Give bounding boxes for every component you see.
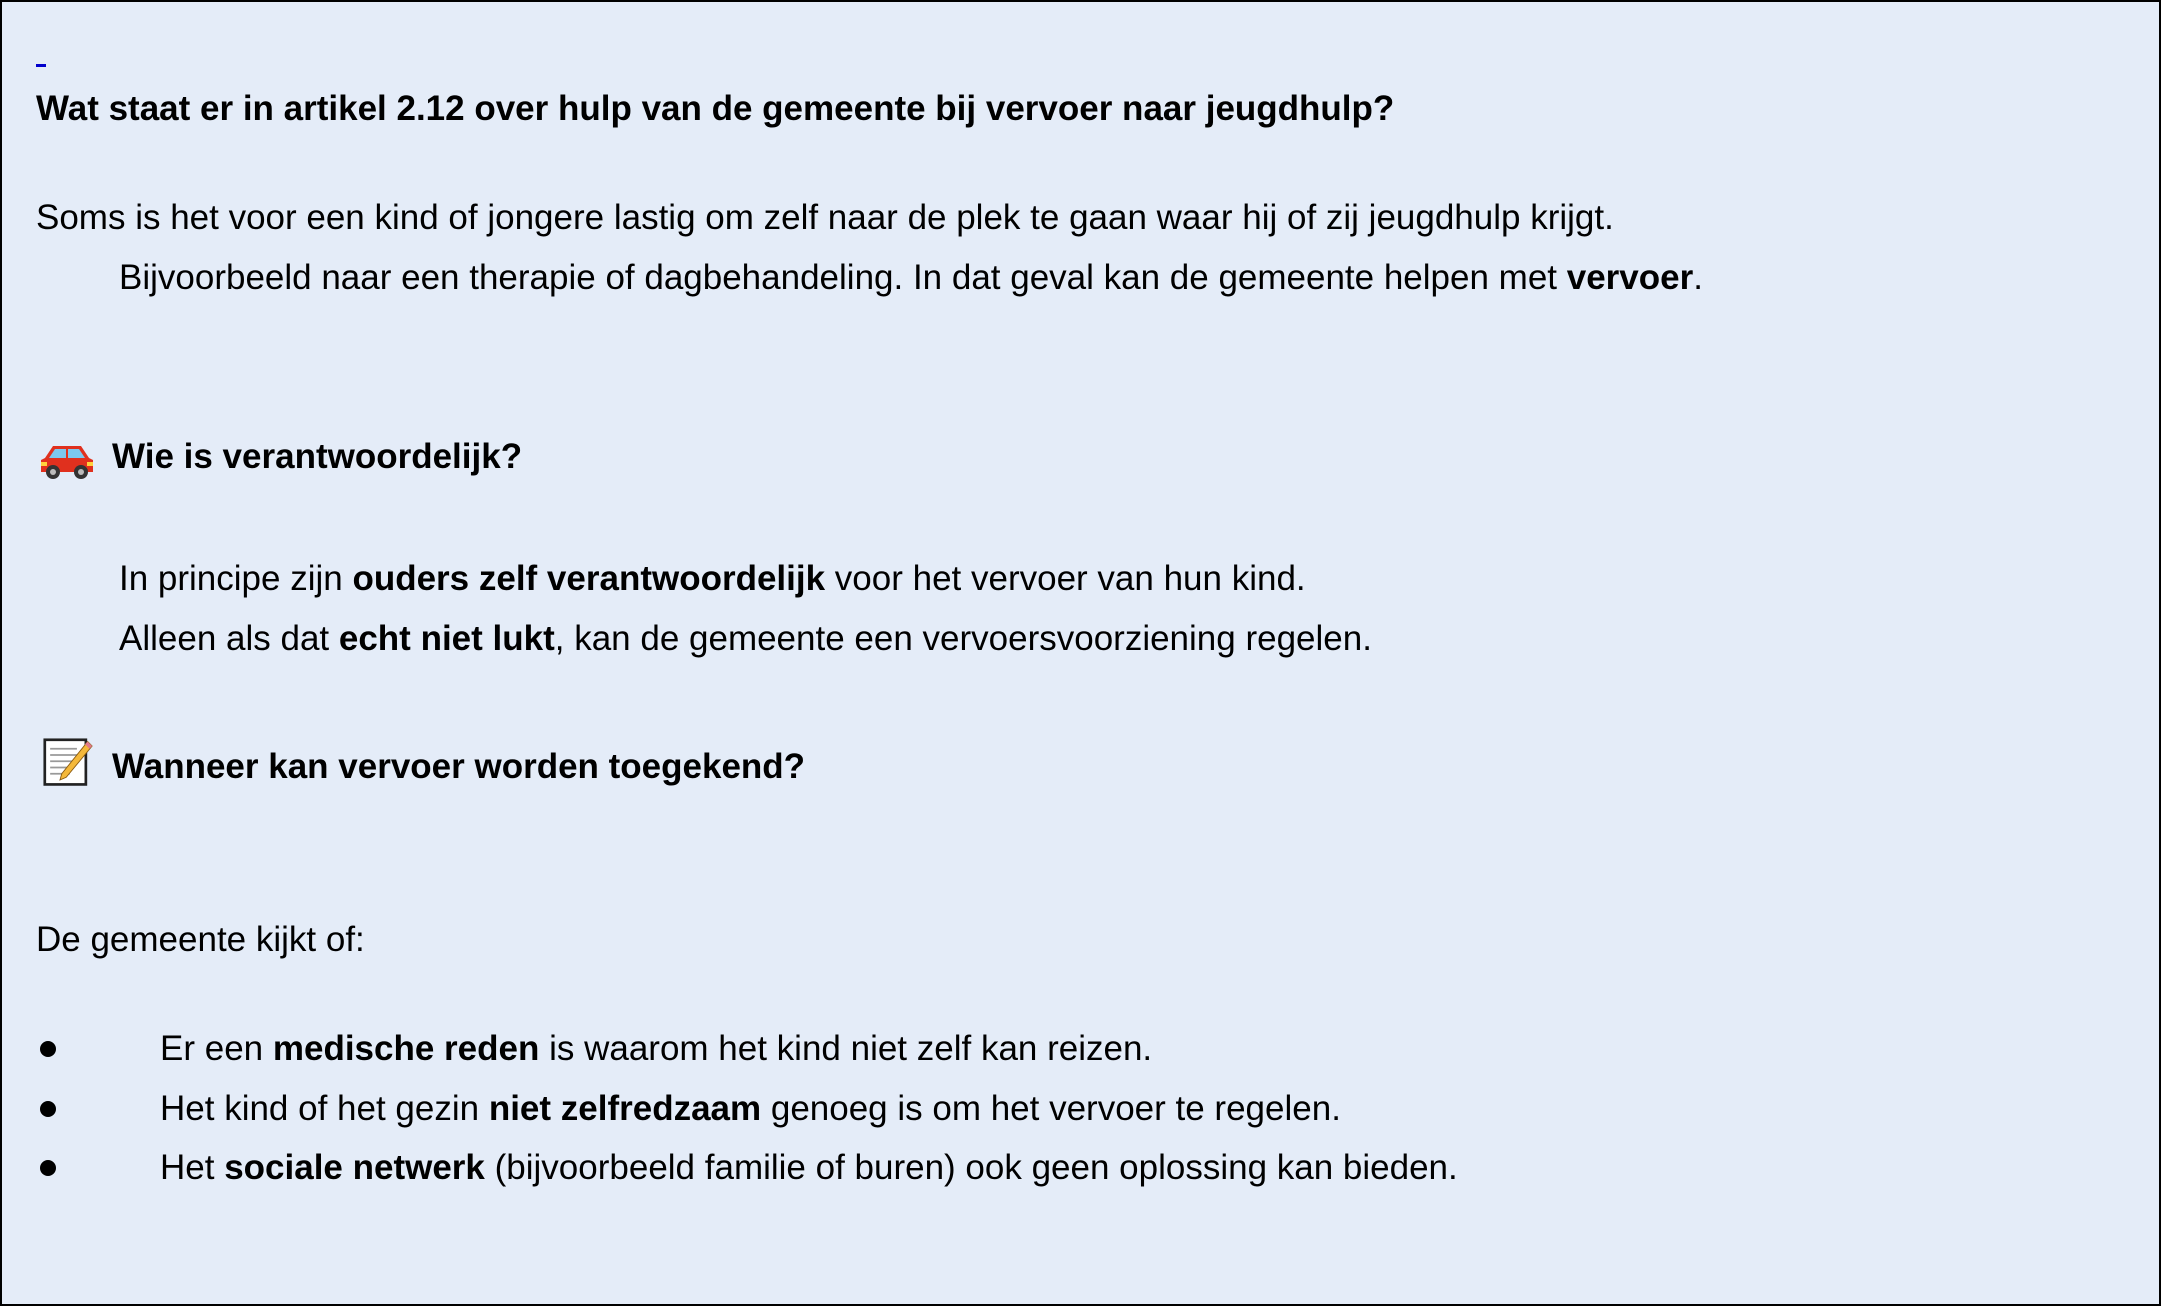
text: Het kind of het gezin — [160, 1089, 489, 1128]
list-item — [160, 1146, 1458, 1190]
responsibility-line-1 — [119, 557, 1306, 601]
intro-line-2 — [119, 256, 1703, 300]
text: Het — [160, 1148, 225, 1187]
bold-text: medische reden — [272, 1029, 540, 1068]
bold-text: echt niet lukt — [338, 619, 555, 658]
bullet-icon — [40, 1041, 56, 1057]
bold-text: sociale netwerk — [224, 1148, 485, 1187]
text: genoeg is om het vervoer te regelen. — [761, 1089, 1341, 1128]
text: voor het vervoer van hun kind. — [825, 559, 1306, 598]
text: Er een — [160, 1029, 273, 1068]
text: . — [1693, 258, 1703, 297]
car-icon — [39, 432, 95, 482]
criteria-lead: De gemeente kijkt of: — [36, 920, 365, 959]
text: is waarom het kind niet zelf kan reizen. — [539, 1029, 1153, 1068]
text: Alleen als dat — [119, 619, 339, 658]
intro-line-1: Soms is het voor een kind of jongere lastig om zelf naar de plek te gaan waar hij of zij jeugdhulp krijgt. — [36, 198, 1614, 237]
page-title: Wat staat er in artikel 2.12 over hulp van de gemeente bij vervoer naar jeugdhulp? — [36, 89, 1395, 128]
section-heading-when: Wanneer kan vervoer worden toegekend? — [112, 747, 806, 786]
memo-icon — [40, 738, 96, 788]
list-item — [160, 1027, 1152, 1071]
bold-text: niet zelfredzaam — [488, 1089, 762, 1128]
list-item — [160, 1087, 1341, 1131]
section-heading-responsibility: Wie is verantwoordelijk? — [112, 437, 523, 476]
text: In principe zijn — [119, 559, 353, 598]
text: , kan de gemeente een vervoersvoorziening regelen. — [554, 619, 1372, 658]
link-marker[interactable] — [36, 64, 46, 67]
text: Bijvoorbeeld naar een therapie of dagbehandeling. In dat geval kan de gemeente helpen met — [119, 258, 1567, 297]
bullet-icon — [40, 1101, 56, 1117]
bullet-icon — [40, 1160, 56, 1176]
responsibility-line-2 — [119, 617, 1372, 661]
bold-text: vervoer — [1566, 258, 1694, 297]
bold-text: ouders zelf verantwoordelijk — [352, 559, 826, 598]
text: (bijvoorbeeld familie of buren) ook geen oplossing kan bieden. — [484, 1148, 1458, 1187]
